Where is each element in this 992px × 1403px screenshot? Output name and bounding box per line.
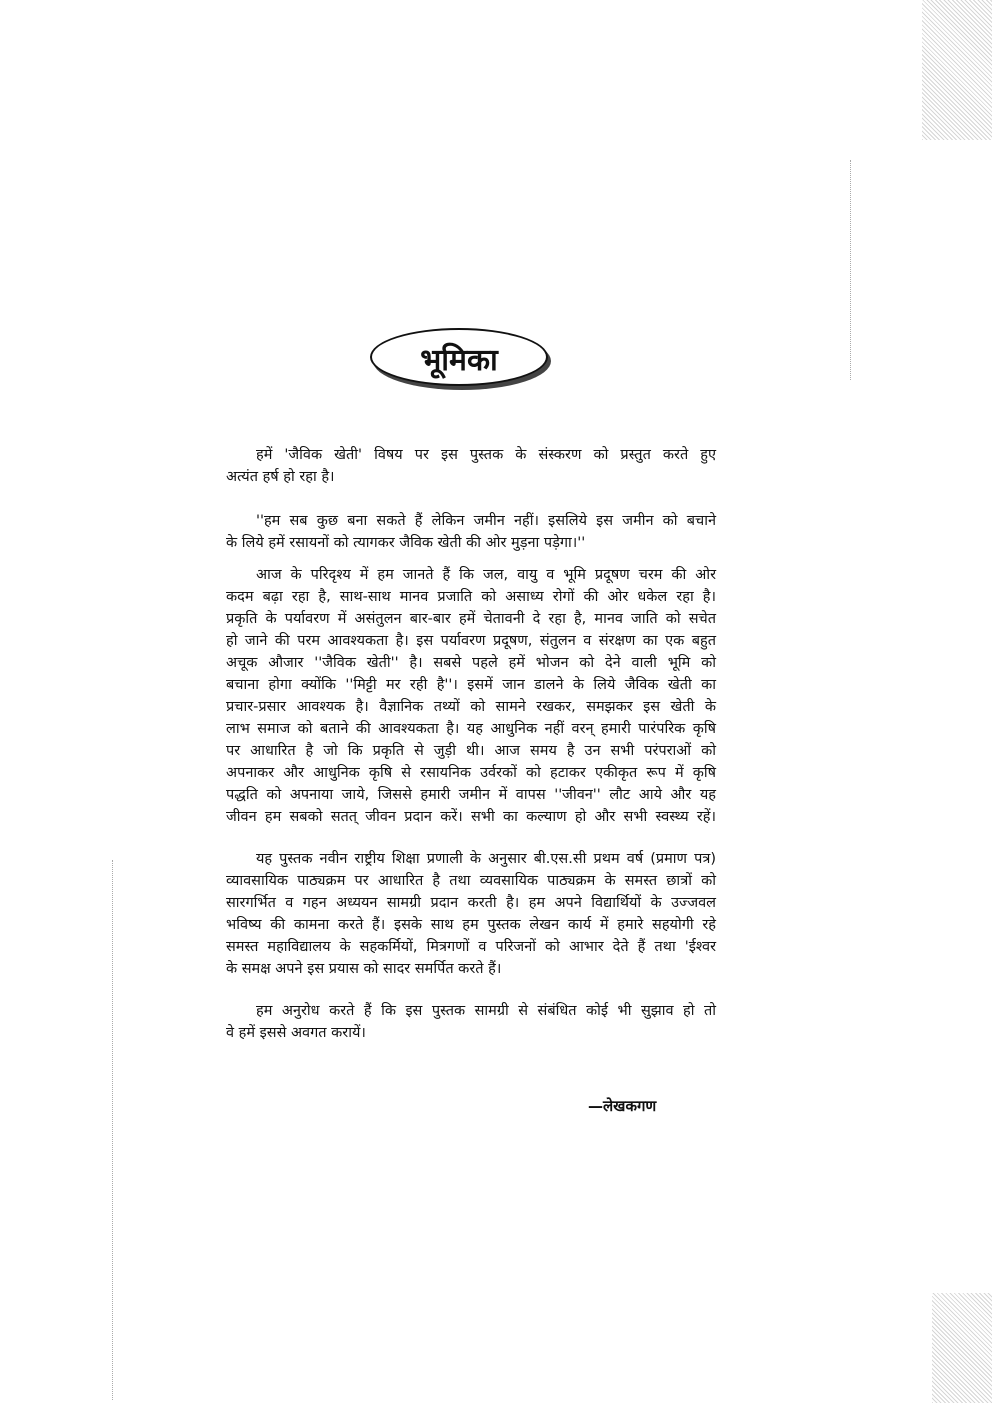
text-line: वे हमें इससे अवगत करायें। [226,1025,366,1041]
text-line: हम अनुरोध करते हैं कि इस पुस्तक सामग्री से संबंधित कोई भी सुझाव हो तो [256,1003,716,1019]
text-line: कदम बढ़ा रहा है, साथ-साथ मानव प्रजाति को असाध्य रोगों की ओर धकेल रहा है। [226,589,716,605]
text-line: पर आधारित है जो कि प्रकृति से जुड़ी थी। आज समय है उन सभी परंपराओं को [226,743,716,759]
title-banner [370,328,548,386]
text-line: प्रचार-प्रसार आवश्यक है। वैज्ञानिक तथ्यों को सामने रखकर, समझकर इस खेती के [226,699,716,715]
text-line: जीवन हम सबको सतत् जीवन प्रदान करें। सभी का कल्याण हो और सभी स्वस्थ्य रहें। [226,809,716,825]
text-line: पद्धति को अपनाया जाये, जिससे हमारी जमीन में वापस ''जीवन'' लौट आये और यह [226,787,716,803]
text-line: हो जाने की परम आवश्यकता है। इस पर्यावरण प्रदूषण, संतुलन व संरक्षण का एक बहुत [226,633,716,649]
text-line: समस्त महाविद्यालय के सहकर्मियों, मित्रगणों व परिजनों को आभार देते हैं तथा 'ईश्वर [226,939,716,955]
text-line: के लिये हमें रसायनों को त्यागकर जैविक खेती की ओर मुड़ना पड़ेगा।'' [226,535,586,551]
text-line: अपनाकर और आधुनिक कृषि से रसायनिक उर्वरकों को हटाकर एकीकृत रूप में कृषि [226,765,716,781]
page-title: भूमिका [420,343,498,378]
text-line: व्यावसायिक पाठ्यक्रम पर आधारित है तथा व्यवसायिक पाठ्यक्रम के समस्त छात्रों को [226,873,716,889]
text-line: हमें 'जैविक खेती' विषय पर इस पुस्तक के संस्करण को प्रस्तुत करते हुए [256,447,716,463]
text-line: अचूक औजार ''जैविक खेती'' है। सबसे पहले हमें भोजन को देने वाली भूमि को [226,655,716,671]
scan-noise-top-right [922,0,992,140]
scan-edge-line [112,860,113,1400]
text-line: अत्यंत हर्ष हो रहा है। [226,469,335,485]
scan-noise-bottom-right [932,1293,992,1403]
text-line: यह पुस्तक नवीन राष्ट्रीय शिक्षा प्रणाली के अनुसार बी.एस.सी प्रथम वर्ष (प्रमाण पत्र) [256,851,716,867]
paragraph-1 [226,444,716,488]
text-line: के समक्ष अपने इस प्रयास को सादर समर्पित करते हैं। [226,961,502,977]
text-line: आज के परिदृश्य में हम जानते हैं कि जल, वायु व भूमि प्रदूषण चरम की ओर [256,567,716,583]
paragraph-5 [226,1000,716,1044]
paragraph-3 [226,564,716,828]
signature: —लेखकगण [588,1097,657,1115]
paragraph-4 [226,848,716,980]
scan-edge-line [850,160,851,380]
text-line: लाभ समाज को बताने की आवश्यकता है। यह आधुनिक नहीं वरन् हमारी पारंपरिक कृषि [226,721,716,737]
text-line: प्रकृति के पर्यावरण में असंतुलन बार-बार हमें चेतावनी दे रहा है, मानव जाति को सचेत [226,611,716,627]
text-line: सारगर्भित व गहन अध्ययन सामग्री प्रदान करती है। हम अपने विद्यार्थियों के उज्जवल [226,895,716,911]
text-line: ''हम सब कुछ बना सकते हैं लेकिन जमीन नहीं। इसलिये इस जमीन को बचाने [256,513,716,529]
text-line: भविष्य की कामना करते हैं। इसके साथ हम पुस्तक लेखन कार्य में हमारे सहयोगी रहे [226,917,716,933]
text-line: बचाना होगा क्योंकि ''मिट्टी मर रही है''। इसमें जान डालने के लिये जैविक खेती का [226,677,716,693]
paragraph-2 [226,510,716,554]
